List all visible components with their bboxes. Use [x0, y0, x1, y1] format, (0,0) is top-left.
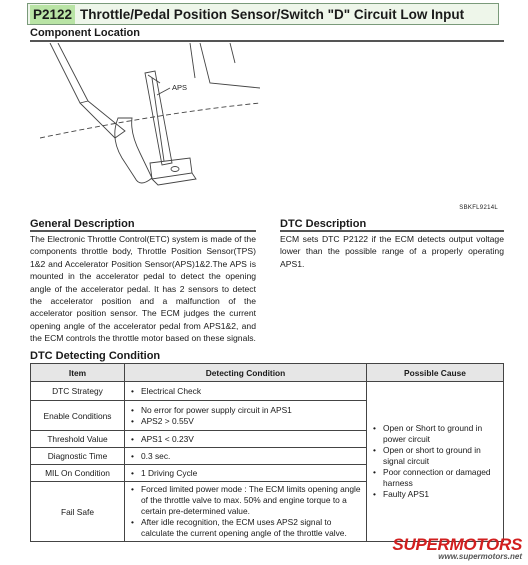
figure-code: SBKFL9214L	[459, 205, 498, 211]
heading-rule	[280, 230, 504, 232]
row-item: DTC Strategy	[31, 382, 125, 401]
title-bar	[27, 3, 499, 25]
general-description-body: The Electronic Throttle Control(ETC) system is made of the components throttle body, Throttle Position Sensor(TPS) 1&2 and Accelerator Position Sensor(APS)1&2.The APS is mounted in the accelerator pedal to detect the opening angle of the accelerator pedal. It has 2 sensors to detect the accelerator position and a malfunction of the accelerator position sensor. The ECM judges the current opening angle of the accelerator pedal from APS1&2, and the ECM controls the throttle motor based on these signals.	[30, 234, 256, 344]
page-title: Throttle/Pedal Position Sensor/Switch "D" Circuit Low Input	[80, 6, 465, 22]
row-condition	[125, 482, 367, 542]
condition-text: • APS2 > 0.55V	[141, 416, 362, 427]
cause-text: • Faulty APS1	[383, 489, 499, 500]
cause-text: • Open or Short to ground in power circuit	[383, 423, 499, 445]
pedal-figure	[40, 43, 260, 208]
component-location-heading: Component Location	[30, 27, 140, 39]
heading-rule	[30, 230, 256, 232]
row-item: Threshold Value	[31, 431, 125, 448]
dtc-description-body: ECM sets DTC P2122 if the ECM detects output voltage lower than the possible range of a properly operating APS1.	[280, 234, 504, 269]
condition-text: • 0.3 sec.	[141, 451, 362, 462]
row-item: Diagnostic Time	[31, 448, 125, 465]
row-condition	[125, 465, 367, 482]
watermark-logo: SUPERMOTORS	[392, 535, 522, 554]
condition-text: • APS1 < 0.23V	[141, 434, 362, 445]
cause-text: • Poor connection or damaged harness	[383, 467, 499, 489]
row-item: MIL On Condition	[31, 465, 125, 482]
heading-rule	[30, 40, 504, 42]
table-row	[31, 382, 504, 401]
condition-text: • 1 Driving Cycle	[141, 468, 362, 479]
row-condition	[125, 448, 367, 465]
row-condition	[125, 382, 367, 401]
row-item: Fail Safe	[31, 482, 125, 542]
aps-label: APS	[172, 83, 188, 92]
cause-text: • Open or short to ground in signal circuit	[383, 445, 499, 467]
condition-text: • No error for power supply circuit in APS1	[141, 405, 362, 416]
watermark	[392, 535, 522, 561]
table-header-row	[31, 364, 504, 382]
condition-text: • Electrical Check	[141, 386, 362, 397]
row-condition	[125, 431, 367, 448]
dtc-description-heading: DTC Description	[280, 218, 367, 230]
watermark-url: www.supermotors.net	[438, 552, 522, 561]
dtc-detecting-heading: DTC Detecting Condition	[30, 350, 161, 362]
possible-cause-cell	[367, 382, 504, 542]
condition-text: • After idle recognition, the ECM uses APS2 signal to calculate the current opening angle of the throttle valve.	[141, 517, 362, 539]
row-item: Enable Conditions	[31, 401, 125, 431]
dtc-detecting-table	[30, 363, 504, 542]
dtc-code: P2122	[30, 5, 75, 24]
column-header: Detecting Condition	[125, 364, 367, 382]
general-description-heading: General Description	[30, 218, 135, 230]
column-header: Item	[31, 364, 125, 382]
row-condition	[125, 401, 367, 431]
column-header: Possible Cause	[367, 364, 504, 382]
condition-text: • Forced limited power mode : The ECM limits opening angle of the throttle valve to max. 50% and engine torque to a certain pre-determined value.	[141, 484, 362, 517]
